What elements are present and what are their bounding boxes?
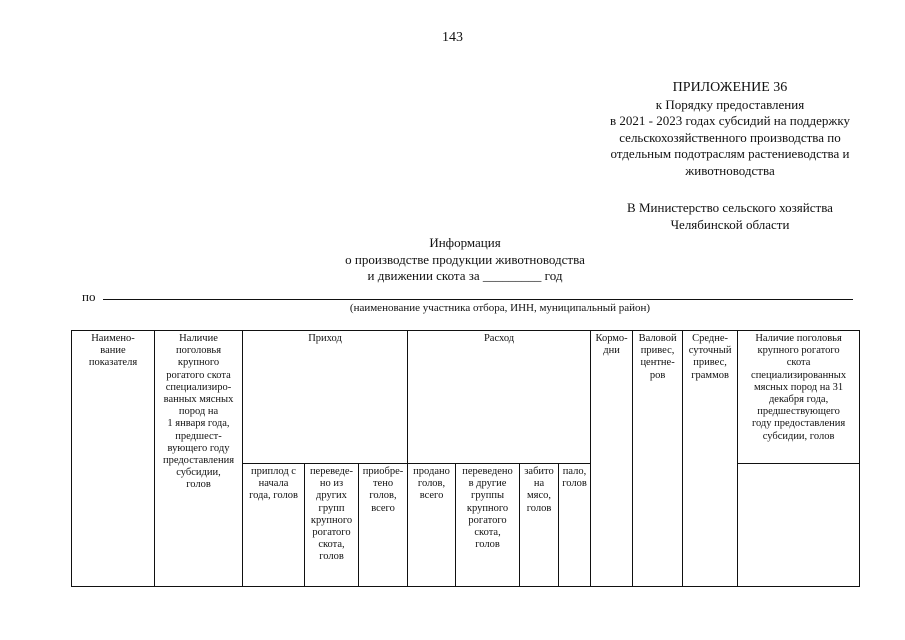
addressee-block <box>560 200 900 233</box>
appendix-line: сельскохозяйственного производства по <box>619 129 841 145</box>
header-start-stock: Наличие поголовья крупного рогатого скота специализиро- ванных мясных пород на 1 января года, предшест- вующего году предоставления субсидии, голов <box>155 331 243 587</box>
appendix-line: в 2021 - 2023 годах субсидий на поддержку <box>610 113 850 128</box>
appendix-block <box>560 80 900 179</box>
appendix-title: ПРИЛОЖЕНИЕ 36 <box>672 80 788 95</box>
appendix-line: отдельным подотраслям растениеводства и <box>610 146 850 161</box>
addressee-line: Челябинской области <box>670 216 790 232</box>
end-stock-value-cell[interactable] <box>738 464 860 587</box>
subheader-purchased: приобре- тено голов, всего <box>359 464 408 587</box>
header-gross-gain: Валовой привес, центне- ров <box>633 331 683 587</box>
participant-hint: (наименование участника отбора, ИНН, муниципальный район) <box>349 302 651 314</box>
header-indicator: Наимено- вание показателя <box>72 331 155 587</box>
info-subtitle: и движении скота за _________ год <box>367 268 563 283</box>
info-title: Информация <box>429 235 501 250</box>
livestock-form-table <box>71 330 860 587</box>
header-end-stock: Наличие поголовья крупного рогатого скота специализированных мясных пород на 31 декабря года, предшествующего году предоставления субсидии, голов <box>738 331 860 464</box>
subheader-slaughtered: забито на мясо, голов <box>520 464 559 587</box>
info-subtitle: о производстве продукции животноводства <box>345 251 585 267</box>
header-daily-gain: Средне- суточный привес, граммов <box>683 331 738 587</box>
header-feed-days: Кормо- дни <box>591 331 633 587</box>
appendix-line: к Порядку предоставления <box>655 96 805 112</box>
subheader-died: пало, голов <box>559 464 591 587</box>
subheader-transferred-out: переведено в другие группы крупного рогатого скота, голов <box>456 464 520 587</box>
appendix-line: животноводства <box>685 162 775 178</box>
header-expense: Расход <box>408 331 591 464</box>
addressee-line: В Министерство сельского хозяйства <box>627 200 833 215</box>
header-income: Приход <box>243 331 408 464</box>
po-label: по <box>82 289 96 304</box>
participant-fill-line[interactable] <box>103 299 853 300</box>
info-heading <box>200 235 730 285</box>
subheader-transferred-in: переведе- но из других групп крупного рогатого скота, голов <box>305 464 359 587</box>
page-number: 143 <box>442 30 463 45</box>
subheader-offspring: приплод с начала года, голов <box>243 464 305 587</box>
subheader-sold: продано голов, всего <box>408 464 456 587</box>
